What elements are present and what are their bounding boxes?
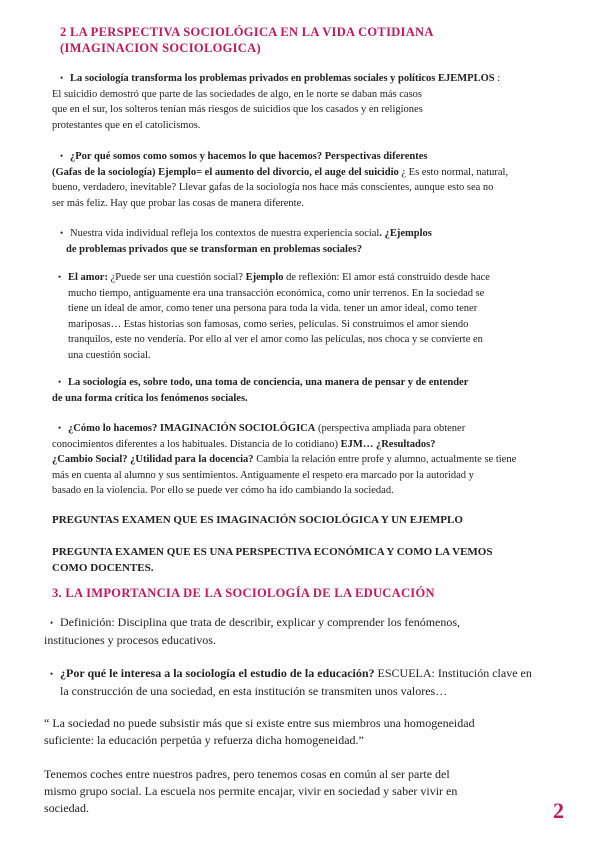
p6-t2a: conocimientos diferentes a los habituales. Distancia de lo cotidiano): [52, 438, 341, 450]
p6-line4: más en cuenta al alumno y sus sentimientos. Antiguamente el respeto era marcado por la autoridad y: [52, 469, 474, 481]
final-line2: mismo grupo social. La escuela nos permite encajar, vivir en sociedad y saber vivir en: [44, 784, 458, 798]
quote-line2: suficiente: la educación perpetúa y refuerza dicha homogeneidad.”: [44, 733, 364, 747]
exam-question-1: PREGUNTAS EXAMEN QUE ES IMAGINACIÓN SOCIOLÓGICA Y UN EJEMPLO: [52, 514, 463, 526]
p4-bold1: El amor:: [68, 272, 108, 283]
exam-question-2: [52, 544, 582, 576]
p2-tail2: ¿ Es esto normal, natural,: [398, 166, 509, 178]
q1-line1: Definición: Disciplina que trata de describir, explicar y comprender los fenómenos,: [60, 615, 461, 629]
q2-t1: ESCUELA: Institución clave en: [374, 666, 532, 680]
q1-line2: instituciones y procesos educativos.: [44, 633, 216, 647]
p4-line3: tiene un ideal de amor, como tener una persona para toda la vida. tener un amor ideal, como tener: [68, 303, 478, 314]
p2-line4: ser más feliz. Hay que probar las cosas de manera diferente.: [52, 197, 304, 209]
p5-line2: de una forma crítica los fenómenos sociales.: [52, 392, 248, 404]
section-2-title-line1: 2 LA PERSPECTIVA SOCIOLÓGICA EN LA VIDA COTIDIANA: [60, 25, 434, 39]
bullet-icon: •: [58, 377, 62, 387]
bullet-icon: •: [58, 423, 62, 433]
exam2-line2: COMO DOCENTES.: [52, 562, 154, 574]
bullet-icon: •: [60, 73, 64, 83]
exam2-line1: PREGUNTA EXAMEN QUE ES UNA PERSPECTIVA ECONÓMICA Y COMO LA VEMOS: [52, 546, 493, 558]
p1-bold: La sociología transforma los problemas privados en problemas sociales y políticos EJEMPLOS: [70, 73, 495, 84]
bullet-icon: •: [58, 272, 62, 282]
paragraph-3: [52, 226, 582, 257]
bullet-icon: •: [50, 669, 54, 679]
p4-bold2: Ejemplo: [245, 272, 284, 283]
p6-bold2: EJM… ¿Resultados?: [340, 438, 436, 450]
paragraph-5: [52, 375, 582, 406]
p4-line2: mucho tiempo, antiguamente era una transacción económica, como unir terrenos. En la sociedad se: [68, 287, 485, 299]
paragraph-6: [52, 421, 582, 499]
p6-bold1: ¿Cómo lo hacemos? IMAGINACIÓN SOCIOLÓGICA: [68, 423, 316, 434]
final-paragraph: [44, 766, 564, 817]
p1-tail: :: [494, 73, 501, 84]
p6-t3: Cambia la relación entre profe y alumno, actualmente se tiene: [253, 454, 517, 465]
p1-line4: protestantes que en el catolicismos.: [52, 119, 201, 131]
p6-t1: (perspectiva ampliada para obtener: [315, 423, 466, 434]
bullet-icon: •: [60, 151, 64, 161]
quote-line1: “ La sociedad no puede subsistir más que si existe entre sus miembros una homogeneidad: [44, 716, 475, 730]
page-number: 2: [553, 798, 564, 823]
p4-line6: una cuestión social.: [68, 349, 151, 361]
paragraph-2: [52, 149, 582, 211]
paragraph-why-education: [44, 665, 589, 700]
p3-bold1: . ¿Ejemplos: [379, 228, 432, 239]
paragraph-1: [52, 71, 572, 133]
section-2-title-line2: (IMAGINACION SOCIOLOGICA): [60, 41, 261, 55]
bullet-icon: •: [50, 618, 54, 628]
paragraph-4: [52, 270, 582, 363]
quote: [44, 715, 589, 749]
p6-line5: basado en la violencia. Por ello se puede ver cómo ha ido cambiando la sociedad.: [52, 485, 394, 496]
p1-line2: El suicidio demostró que parte de las sociedades de algo, en le norte se daban más casos: [52, 88, 423, 100]
p4-line5: tranquilos, este no vendería. Por ello al ver el amor como las películas, nos choca y se convierte en: [68, 334, 483, 345]
final-line3: sociedad.: [44, 801, 89, 815]
paragraph-definition: [44, 614, 584, 649]
p2-bold1: ¿Por qué somos como somos y hacemos lo que hacemos? Perspectivas diferentes: [70, 151, 428, 162]
p5-line1: La sociología es, sobre todo, una toma de conciencia, una manera de pensar y de entender: [68, 377, 469, 388]
p2-bold2: (Gafas de la sociología) Ejemplo= el aumento del divorcio, el auge del suicidio: [52, 166, 399, 178]
final-line1: Tenemos coches entre nuestros padres, pero tenemos cosas en común al ser parte del: [44, 767, 450, 781]
p3-bold2: de problemas privados que se transforman en problemas sociales?: [66, 243, 362, 255]
q2-bold: ¿Por qué le interesa a la sociología el estudio de la educación?: [60, 666, 375, 680]
q2-line2: la construcción de una sociedad, en esta institución se transmiten unos valores…: [60, 684, 448, 698]
bullet-icon: •: [60, 228, 64, 238]
p3-normal: Nuestra vida individual refleja los contextos de nuestra experiencia social: [70, 228, 380, 239]
p4-t1: ¿Puede ser una cuestión social?: [107, 272, 246, 283]
section-3-heading: 3. LA IMPORTANCIA DE LA SOCIOLOGÍA DE LA EDUCACIÓN: [52, 586, 435, 600]
p2-line3: bueno, verdadero, inevitable? Llevar gafas de la sociología nos hace más conscientes, aunque esto sea no: [52, 182, 494, 193]
p6-bold3: ¿Cambio Social? ¿Utilidad para la docencia?: [52, 454, 254, 465]
p1-line3: que en el sur, los solteros tenían más riesgos de suicidios que los casados y en religiones: [52, 104, 423, 115]
section-2-heading: [60, 24, 434, 56]
p4-line4: mariposas… Estas historias son famosas, como series, películas. Si construimos el amor siendo: [68, 318, 469, 330]
p4-t2: de reflexión: El amor está construido desde hace: [283, 272, 490, 283]
